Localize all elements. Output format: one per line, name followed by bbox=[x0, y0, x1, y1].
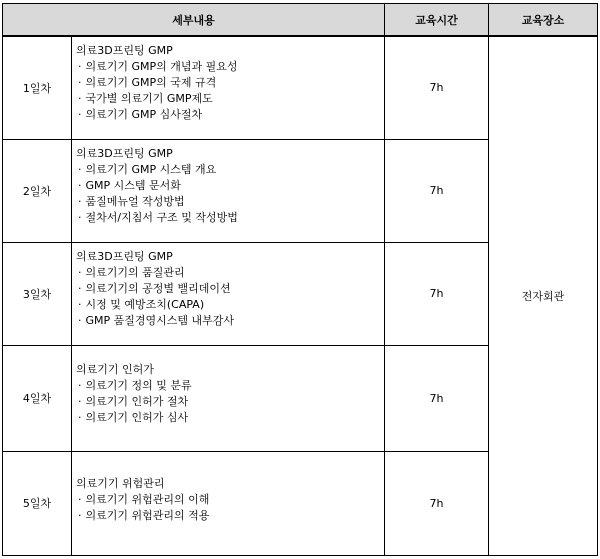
content-item: · 의료기기 GMP 심사절차 bbox=[76, 107, 384, 123]
content-cell bbox=[72, 36, 385, 139]
table-header-row bbox=[3, 4, 598, 37]
content-item: · 시정 및 예방조치(CAPA) bbox=[76, 297, 384, 313]
content-item: · 국가별 의료기기 GMP제도 bbox=[76, 91, 384, 107]
day-cell: 4일차 bbox=[3, 345, 72, 451]
header-content: 세부내용 bbox=[3, 4, 385, 37]
content-item: · 의료기기 GMP의 국제 규격 bbox=[76, 75, 384, 91]
curriculum-table bbox=[2, 3, 598, 556]
header-venue: 교육장소 bbox=[489, 4, 598, 37]
content-item: · GMP 품질경영시스템 내부감사 bbox=[76, 313, 384, 329]
content-title: 의료3D프린팅 GMP bbox=[76, 44, 173, 57]
hours-cell: 7h bbox=[385, 36, 489, 139]
content-cell bbox=[72, 242, 385, 345]
content-item: · 의료기기 인허가 심사 bbox=[76, 410, 384, 426]
day-cell: 5일차 bbox=[3, 451, 72, 555]
header-hours: 교육시간 bbox=[385, 4, 489, 37]
hours-cell: 7h bbox=[385, 451, 489, 555]
content-title: 의료기기 위험관리 bbox=[76, 476, 165, 490]
content-title: 의료기기 인허가 bbox=[76, 362, 154, 376]
hours-cell: 7h bbox=[385, 345, 489, 451]
content-item: · 의료기기 GMP 시스템 개요 bbox=[76, 162, 384, 178]
content-item: · 의료기기 정의 및 분류 bbox=[76, 378, 384, 394]
table-row bbox=[3, 36, 598, 139]
hours-cell: 7h bbox=[385, 139, 489, 242]
content-item: · 의료기기 인허가 절차 bbox=[76, 394, 384, 410]
content-title: 의료3D프린팅 GMP bbox=[76, 249, 173, 263]
content-item: · 의료기기의 품질관리 bbox=[76, 265, 384, 281]
content-cell bbox=[72, 139, 385, 242]
day-cell: 1일차 bbox=[3, 36, 72, 139]
content-title: 의료3D프린팅 GMP bbox=[76, 146, 173, 160]
content-cell bbox=[72, 451, 385, 555]
content-item: · 의료기기 GMP의 개념과 필요성 bbox=[76, 59, 384, 75]
venue-cell: 전자회관 bbox=[489, 36, 598, 555]
content-item: · GMP 시스템 문서화 bbox=[76, 178, 384, 194]
content-item: · 품질메뉴얼 작성방법 bbox=[76, 194, 384, 210]
content-cell bbox=[72, 345, 385, 451]
content-item: · 절차서/지침서 구조 및 작성방법 bbox=[76, 210, 384, 226]
content-item: · 의료기기의 공정별 밸리데이션 bbox=[76, 281, 384, 297]
hours-cell: 7h bbox=[385, 242, 489, 345]
content-item: · 의료기기 위험관리의 적용 bbox=[76, 508, 384, 524]
content-item: · 의료기기 위험관리의 이해 bbox=[76, 492, 384, 508]
day-cell: 2일차 bbox=[3, 139, 72, 242]
day-cell: 3일차 bbox=[3, 242, 72, 345]
